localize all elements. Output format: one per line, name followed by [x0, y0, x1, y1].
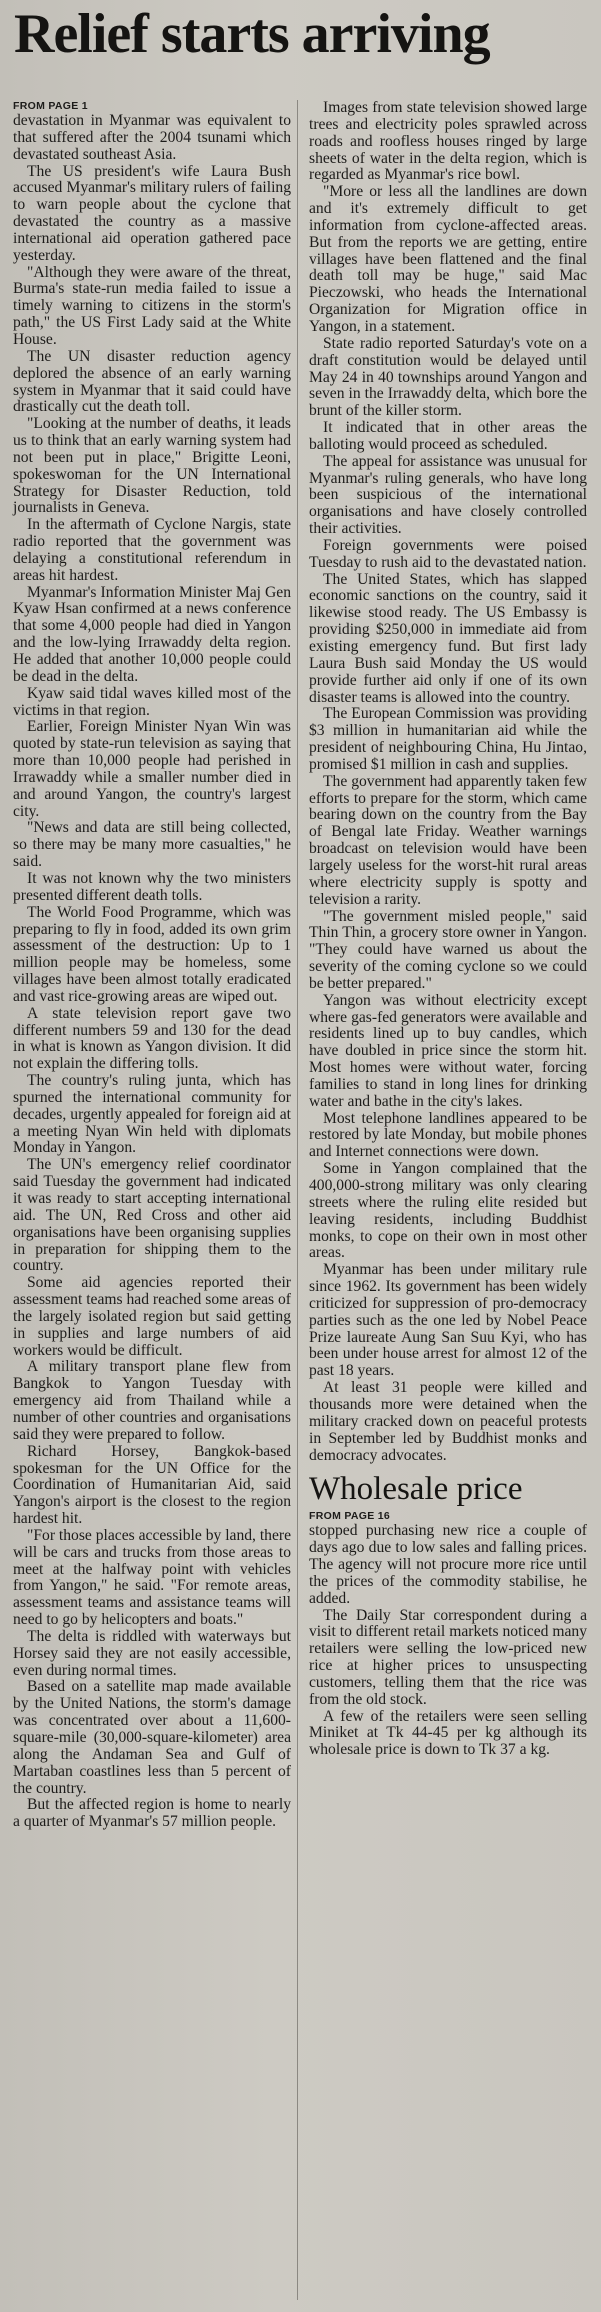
article-paragraph: The World Food Programme, which was preparing to fly in food, added its own grim assessment of the destruction: Up to 1 million people may be homeless, some villages have been almost totally eradicated and vast rice-growing areas are wiped out. [13, 903, 291, 1005]
article-paragraph: Most telephone landlines appeared to be restored by late Monday, but mobile phones and Internet connections were down. [309, 1109, 587, 1161]
article-paragraph: "The government misled people," said Thin Thin, a grocery store owner in Yangon. "They could have warned us about the severity of the coming cyclone so we could be better prepared." [309, 907, 587, 992]
article-paragraph: "Although they were aware of the threat, Burma's state-run media failed to issue a timely warning to citizens in the storm's path," the US First Lady said at the White House. [13, 263, 291, 348]
article-paragraph: The US president's wife Laura Bush accused Myanmar's military rulers of failing to warn people about the cyclone that devastated the country as a massive international aid operation gathered pace yesterday. [13, 162, 291, 264]
article-paragraph: Myanmar has been under military rule since 1962. Its government has been widely criticized for suppression of pro-democracy parties such as the one led by Nobel Peace Prize laureate Aung San Suu Kyi, who has been under house arrest for almost 12 of the past 18 years. [309, 1261, 587, 1380]
article-headline: Relief starts arriving [14, 3, 490, 65]
article-paragraph: Kyaw said tidal waves killed most of the victims in that region. [13, 684, 291, 719]
article-paragraph: Foreign governments were poised Tuesday to rush aid to the devastated nation. [309, 536, 587, 571]
article-paragraph: The UN disaster reduction agency deplored the absence of an early warning system in Myanmar that it said could have drastically cut the death toll. [13, 347, 291, 416]
article-paragraph: A state television report gave two different numbers 59 and 130 for the dead in what is known as Yangon division. It did not explain the differing tolls. [13, 1004, 291, 1073]
article-paragraph: The European Commission was providing $3 million in humanitarian aid while the president of neighbouring China, Hu Jintao, promised $1 million in cash and supplies. [309, 705, 587, 773]
article-paragraph: The Daily Star correspondent during a visit to different retail markets noticed many retailers were selling the low-priced new rice at higher prices to unsuspecting customers, telling them that the rice was from the old stock. [309, 1606, 587, 1708]
article-paragraph: It indicated that in other areas the balloting would proceed as scheduled. [309, 419, 587, 453]
article-paragraph: The government had apparently taken few efforts to prepare for the storm, which came bearing down on the country from the Bay of Bengal late Friday. Weather warnings broadcast on television would have been largely useless for the worst-hit rural areas where electricity supply is spotty and television a rarity. [309, 772, 587, 908]
article-paragraph: Some in Yangon complained that the 400,000-strong military was only clearing streets where the ruling elite resided but leaving residents, including Buddhist monks, to cope on their own in most other areas. [309, 1160, 587, 1262]
second-article-headline: Wholesale price [309, 1471, 523, 1508]
article-column-right [309, 100, 587, 1759]
article-paragraph: devastation in Myanmar was equivalent to that suffered after the 2004 tsunami which devastated southeast Asia. [13, 112, 291, 163]
article-paragraph: The appeal for assistance was unusual for Myanmar's ruling generals, who have long been suspicious of the international organisations and have closely controlled their activities. [309, 452, 587, 538]
article-paragraph: Richard Horsey, Bangkok-based spokesman for the UN Office for the Coordination of Humanitarian Aid, said Yangon's airport is the closest to the region hardest hit. [13, 1442, 291, 1528]
article-paragraph: Some aid agencies reported their assessment teams had reached some areas of the largely isolated region but said getting in supplies and large numbers of aid workers would be difficult. [13, 1274, 291, 1359]
article-paragraph: Images from state television showed large trees and electricity poles sprawled across roads and roofless houses ringed by large sheets of water in the delta region, which is regarded as Myanmar's rice bowl. [309, 99, 587, 184]
article-paragraph: Earlier, Foreign Minister Nyan Win was quoted by state-run television as saying that more than 10,000 people had perished in Irrawaddy while a smaller number died in and around Yangon, the country's largest city. [13, 718, 291, 820]
article-paragraph: The delta is riddled with waterways but Horsey said they are not easily accessible, even during normal times. [13, 1627, 291, 1679]
article-paragraph: A military transport plane flew from Bangkok to Yangon Tuesday with emergency aid from Thailand while a number of other countries and organisations said they were prepared to follow. [13, 1358, 291, 1443]
article-paragraph: State radio reported Saturday's vote on a draft constitution would be delayed until May 24 in 40 townships around Yangon and seven in the Irrawaddy delta, which bore the brunt of the killer storm. [309, 334, 587, 420]
article-paragraph: The United States, which has slapped economic sanctions on the country, said it likewise stood ready. The US Embassy is providing $250,000 in immediate aid from existing emergency fund. But first lady Laura Bush said Monday the US would provide further aid only if one of its own disaster teams is allowed into the country. [309, 570, 587, 706]
article-paragraph: In the aftermath of Cyclone Nargis, state radio reported that the government was delaying a constitutional referendum in areas hit hardest. [13, 516, 291, 584]
article-paragraph: The country's ruling junta, which has spurned the international community for decades, urgently appealed for foreign aid at a meeting Nyan Win held with diplomats Monday in Yangon. [13, 1072, 291, 1157]
article-paragraph: stopped purchasing new rice a couple of days ago due to low sales and falling prices. The agency will not procure more rice until the prices of the commodity stabilise, he added. [309, 1522, 587, 1607]
article-paragraph: "For those places accessible by land, there will be cars and trucks from those areas to meet at the halfway point with vehicles from Yangon," he said. "For remote areas, assessment teams and assistance teams will need to go by helicopters and boats." [13, 1526, 292, 1629]
article-paragraph: Based on a satellite map made available by the United Nations, the storm's damage was concentrated over about a 11,600-square-mile (30,000-square-kilometer) area along the Andaman Sea and Gulf of Martaban coastlines less than 5 percent of the country. [13, 1678, 291, 1797]
article-paragraph: At least 31 people were killed and thousands more were detained when the military cracked down on peaceful protests in September led by Buddhist monks and democracy advocates. [309, 1379, 587, 1464]
article-paragraph: But the affected region is home to nearly a quarter of Myanmar's 57 million people. [13, 1796, 291, 1831]
column-divider [297, 100, 298, 2300]
article-paragraph: Yangon was without electricity except where gas-fed generators were available and residents lined up to buy candles, which have doubled in price since the storm hit. Most homes were without water, forcing families to stand in long lines for drinking water and bathe in the city's lakes. [309, 991, 587, 1110]
article-paragraph: It was not known why the two ministers presented different death tolls. [13, 869, 291, 904]
article-paragraph: The UN's emergency relief coordinator said Tuesday the government had indicated it was ready to start accepting international aid. The UN, Red Cross and other aid organisations have been organising supplies in preparation for shipping them to the country. [13, 1156, 291, 1275]
article-paragraph: Myanmar's Information Minister Maj Gen Kyaw Hsan confirmed at a news conference that some 4,000 people had died in Yangon and the low-lying Irrawaddy delta region. He added that another 10,000 people could be dead in the delta. [13, 583, 291, 685]
article-paragraph: "Looking at the number of deaths, it leads us to think that an early warning system had not been put in place," Brigitte Leoni, spokeswoman for the UN International Strategy for Disaster Reduction, told journalists in Geneva. [13, 415, 291, 517]
second-continued-from-label: FROM PAGE 16 [309, 1510, 391, 1523]
article-column-left [13, 100, 291, 1831]
article-paragraph: "More or less all the landlines are down and it's extremely difficult to get information from cyclone-affected areas. But from the reports we are getting, entire villages have been flattened and the final death toll may be huge," said Mac Pieczowski, who heads the International Organization for Migration office in Yangon, in a statement. [309, 183, 587, 335]
article-paragraph: A few of the retailers were seen selling Miniket at Tk 44-45 per kg although its wholesale price is down to Tk 37 a kg. [309, 1707, 587, 1759]
article-paragraph: "News and data are still being collected, so there may be many more casualties," he said. [13, 819, 291, 871]
continued-from-label: FROM PAGE 1 [13, 100, 88, 112]
